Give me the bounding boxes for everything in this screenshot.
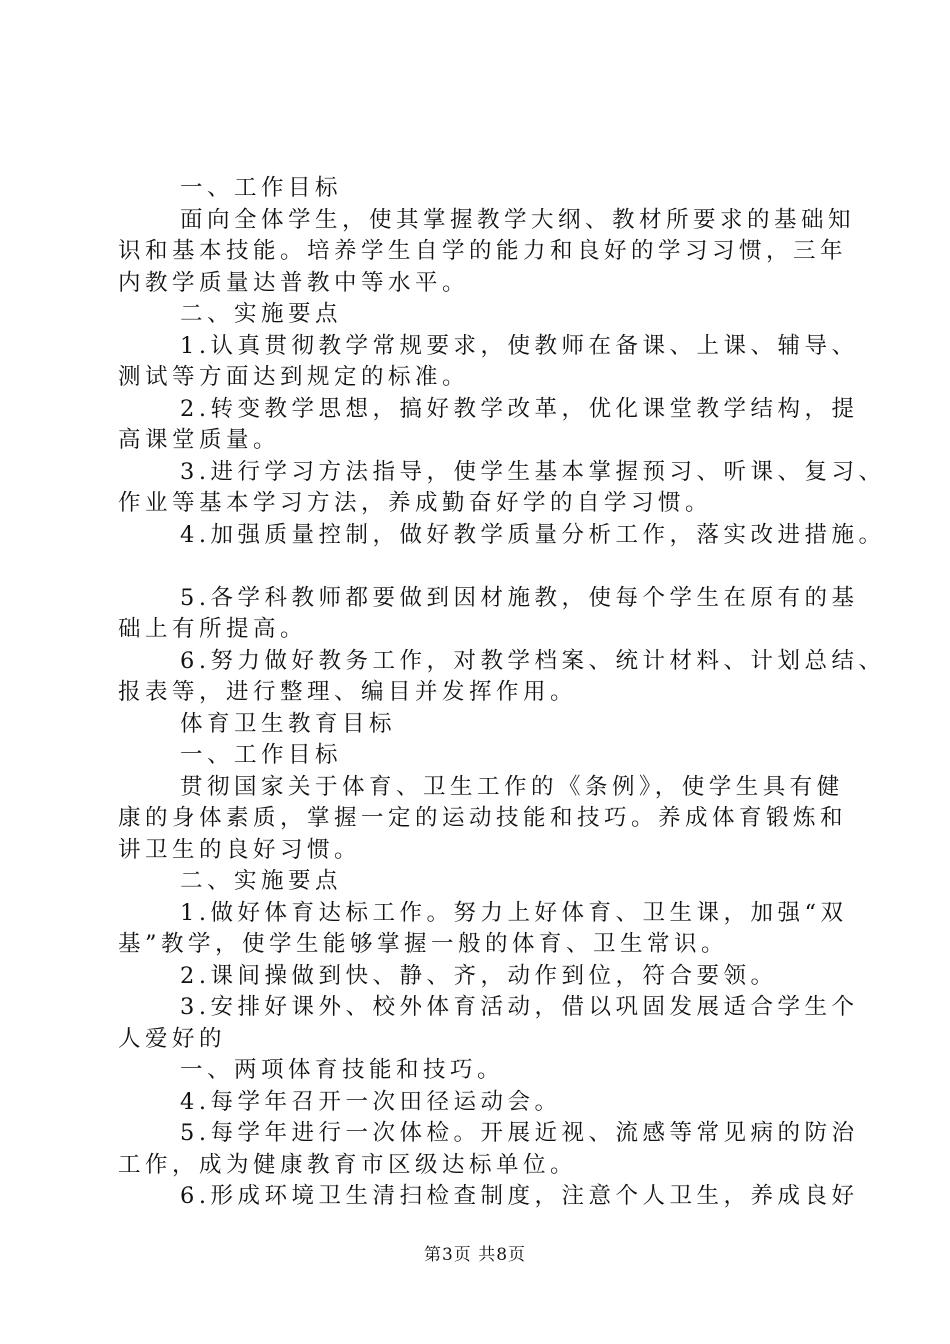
text-line: 工作，成为健康教育市区级达标单位。 (118, 1151, 578, 1178)
text-line: 3.安排好课外、校外体育活动，借以巩固发展适合学生个 (180, 994, 859, 1020)
page-footer: 第3页 共8页 (423, 1245, 527, 1265)
text-line: 2.课间操做到快、静、齐，动作到位，符合要领。 (180, 962, 778, 989)
text-line: 高课堂质量。 (118, 427, 281, 453)
text-line: 二、实施要点 (180, 868, 343, 894)
text-line: 内教学质量达普教中等水平。 (118, 269, 470, 296)
text-line: 讲卫生的良好习惯。 (118, 836, 362, 863)
text-line: 5.各学科教师都要做到因材施教，使每个学生在原有的基 (180, 584, 859, 611)
text-line: 体育卫生教育目标 (180, 710, 397, 737)
text-line: 贯彻国家关于体育、卫生工作的《条例》，使学生具有健 (180, 773, 844, 800)
text-line: 4.每学年召开一次田径运动会。 (180, 1088, 562, 1115)
text-line: 1.认真贯彻教学常规要求，使教师在备课、上课、辅导、 (180, 332, 859, 359)
document-body (118, 173, 886, 1213)
blank-line (118, 551, 853, 583)
text-line: 一、两项体育技能和技巧。 (180, 1057, 505, 1083)
text-line: 作业等基本学习方法，养成勤奋好学的自学习惯。 (118, 490, 713, 516)
text-line: 一、工作目标 (180, 175, 343, 201)
text-line: 础上有所提高。 (118, 616, 308, 642)
text-line: 二、实施要点 (180, 301, 343, 327)
text-line: 4.加强质量控制，做好教学质量分析工作，落实改进措施。 (180, 521, 886, 548)
text-line: 报表等，进行整理、编目并发挥作用。 (118, 679, 578, 705)
text-line: 5.每学年进行一次体检。开展近视、流感等常见病的防治 (180, 1120, 859, 1146)
text-line: 基”教学，使学生能够掌握一般的体育、卫生常识。 (118, 931, 729, 957)
text-line: 康的身体素质，掌握一定的运动技能和技巧。养成体育锻炼和 (118, 805, 848, 831)
text-line: 2.转变教学思想，搞好教学改革，优化课堂教学结构，提 (180, 395, 859, 422)
text-line: 面向全体学生，使其掌握教学大纲、教材所要求的基础知 (180, 206, 856, 233)
text-line: 6.形成环境卫生清扫检查制度，注意个人卫生，养成良好 (180, 1183, 859, 1209)
text-line: 1.做好体育达标工作。努力上好体育、卫生课，加强“双 (180, 899, 848, 926)
text-line: 一、工作目标 (180, 742, 343, 768)
text-line: 人爱好的 (118, 1025, 227, 1052)
text-line: 6.努力做好教务工作，对教学档案、统计材料、计划总结、 (180, 647, 886, 674)
text-line: 3.进行学习方法指导，使学生基本掌握预习、听课、复习、 (180, 458, 886, 485)
text-line: 测试等方面达到规定的标准。 (118, 364, 470, 390)
text-line: 识和基本技能。培养学生自学的能力和良好的学习习惯，三年 (118, 238, 848, 264)
